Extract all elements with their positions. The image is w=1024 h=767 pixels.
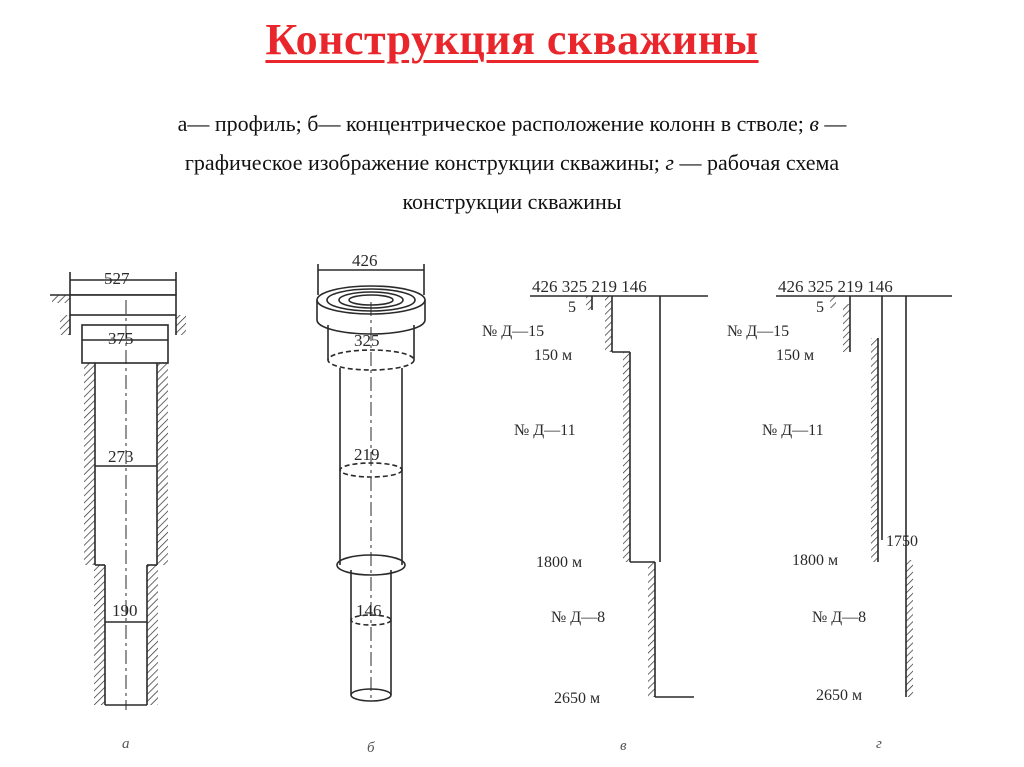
- caption-line-3: конструкции скважины: [402, 189, 622, 214]
- fig-c-depth-1800: 1800 м: [536, 554, 583, 571]
- fig-a-diameter-527: 527: [104, 269, 130, 288]
- caption-dash: —: [824, 111, 847, 136]
- well-construction-drawing: [0, 240, 1024, 760]
- fig-b-diameter-146: 146: [356, 601, 382, 620]
- fig-b-diameter-325: 325: [354, 331, 380, 350]
- fig-d-depth-2650: 2650 м: [816, 687, 863, 704]
- fig-c-diameter-header: 426 325 219 146: [532, 277, 647, 296]
- fig-d-depth-5: 5: [816, 299, 824, 316]
- slide-title: Конструкция скважины: [265, 15, 759, 64]
- caption-text: — рабочая схема: [679, 150, 840, 175]
- fig-a-diameter-273: 273: [108, 447, 134, 466]
- caption-letter-g: г: [665, 150, 675, 175]
- fig-c-bit-d8: № Д—8: [551, 609, 606, 626]
- fig-a-label: а: [122, 736, 130, 752]
- fig-d-bit-d8: № Д—8: [812, 609, 867, 626]
- fig-d-bit-d15: № Д—15: [727, 323, 790, 340]
- caption-text: графическое изображение конструкции скважины;: [184, 150, 660, 175]
- fig-b-label: б: [367, 740, 375, 756]
- fig-c-bit-d11: № Д—11: [514, 422, 576, 439]
- fig-a-diameter-375: 375: [108, 329, 134, 348]
- caption-text: а— профиль; б— концентрическое расположение колонн в стволе;: [177, 111, 804, 136]
- fig-c-label: в: [620, 738, 627, 754]
- fig-b-diameter-426: 426: [352, 251, 378, 270]
- fig-c-bit-d15: № Д—15: [482, 323, 545, 340]
- fig-d-label: г: [876, 736, 882, 752]
- fig-c-depth-150: 150 м: [534, 347, 573, 364]
- fig-c-depth-5: 5: [568, 299, 576, 316]
- fig-d-depth-150: 150 м: [776, 347, 815, 364]
- figure-caption: [60, 104, 964, 221]
- fig-b-diameter-219: 219: [354, 445, 380, 464]
- fig-c-depth-2650: 2650 м: [554, 690, 601, 707]
- fig-a-diameter-190: 190: [112, 601, 138, 620]
- caption-line-1: [60, 104, 964, 143]
- fig-d-depth-1750: 1750: [886, 533, 918, 550]
- figure-b-concentric: [317, 264, 425, 702]
- fig-d-bit-d11: № Д—11: [762, 422, 824, 439]
- caption-line-2: [60, 143, 964, 182]
- fig-d-depth-1800: 1800 м: [792, 552, 839, 569]
- caption-letter-v: в: [809, 111, 819, 136]
- fig-d-diameter-header: 426 325 219 146: [778, 277, 893, 296]
